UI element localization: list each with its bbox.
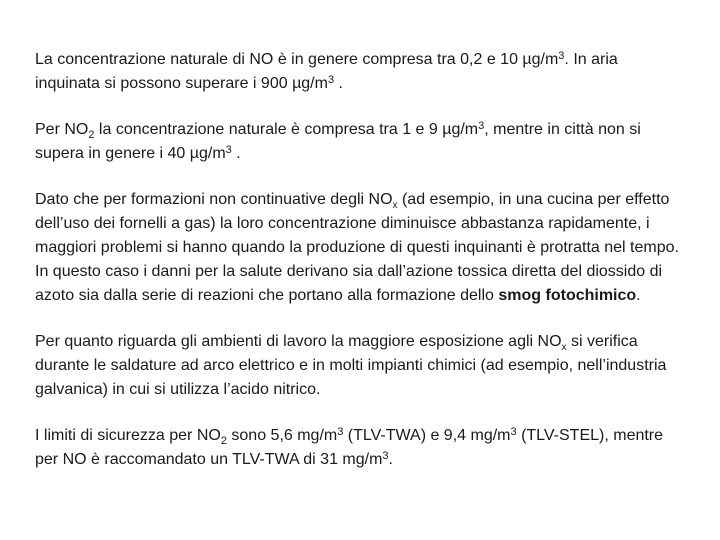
superscript: 3	[478, 120, 485, 132]
text-run: Dato che per formazioni non continuative degli NO	[35, 191, 393, 208]
text-run: . In aria inquinata si possono superare i 900 µg/m	[35, 51, 618, 92]
text-run: La concentrazione naturale di NO è in genere compresa tra 0,2 e 10 µg/m	[35, 51, 559, 68]
superscript: 3	[337, 426, 344, 438]
text-run: Per quanto riguarda gli ambienti di lavoro la maggiore esposizione agli NO	[35, 333, 562, 350]
text-run: la concentrazione naturale è compresa tra 1 e 9 µg/m	[94, 121, 479, 138]
superscript: 3	[558, 50, 565, 62]
paragraph-workplace-exposure	[35, 330, 685, 402]
text-run: (ad esempio, in una cucina per effetto dell’uso dei fornelli a gas) la loro concentrazione diminuisce abbastanza rapidamente, i maggiori problemi si hanno quando la produzione di questi inquinanti è protratta nel tempo. In questo caso i danni per la salute derivano sia dall’azione tossica diretta del diossido di azoto sia dalla serie di reazioni che portano alla formazione dello	[35, 191, 679, 304]
text-run: .	[231, 145, 241, 162]
text-run: sono 5,6 mg/m	[226, 427, 338, 444]
paragraph-nox-health-effects	[35, 188, 685, 308]
subscript: x	[392, 200, 398, 211]
bold-term-smog: smog fotochimico	[498, 287, 637, 304]
paragraph-no-concentration	[35, 48, 685, 96]
subscript: 2	[88, 129, 95, 141]
paragraph-safety-limits	[35, 424, 685, 472]
text-run: (TLV-STEL), mentre per NO è raccomandato un TLV-TWA di 31 mg/m	[35, 427, 664, 468]
superscript: 3	[327, 74, 335, 86]
text-run: Per NO	[35, 121, 89, 138]
text-run: .	[334, 75, 343, 92]
text-run: , mentre in città non si supera in genere i 40 µg/m	[35, 121, 641, 162]
paragraph-no2-concentration	[35, 118, 685, 166]
text-run: .	[636, 287, 641, 304]
text-run: .	[388, 451, 393, 468]
superscript: 3	[382, 450, 389, 462]
superscript: 3	[510, 426, 517, 438]
subscript: x	[561, 342, 567, 353]
slide-body	[35, 48, 685, 494]
text-run: I limiti di sicurezza per NO	[35, 427, 221, 444]
text-run: si verifica durante le saldature ad arco elettrico e in molti impianti chimici (ad esempio, nell’industria galvanica) in cui si utilizza l’acido nitrico.	[35, 333, 667, 398]
subscript: 2	[220, 435, 227, 447]
text-run: (TLV-TWA) e 9,4 mg/m	[343, 427, 511, 444]
superscript: 3	[225, 144, 232, 156]
